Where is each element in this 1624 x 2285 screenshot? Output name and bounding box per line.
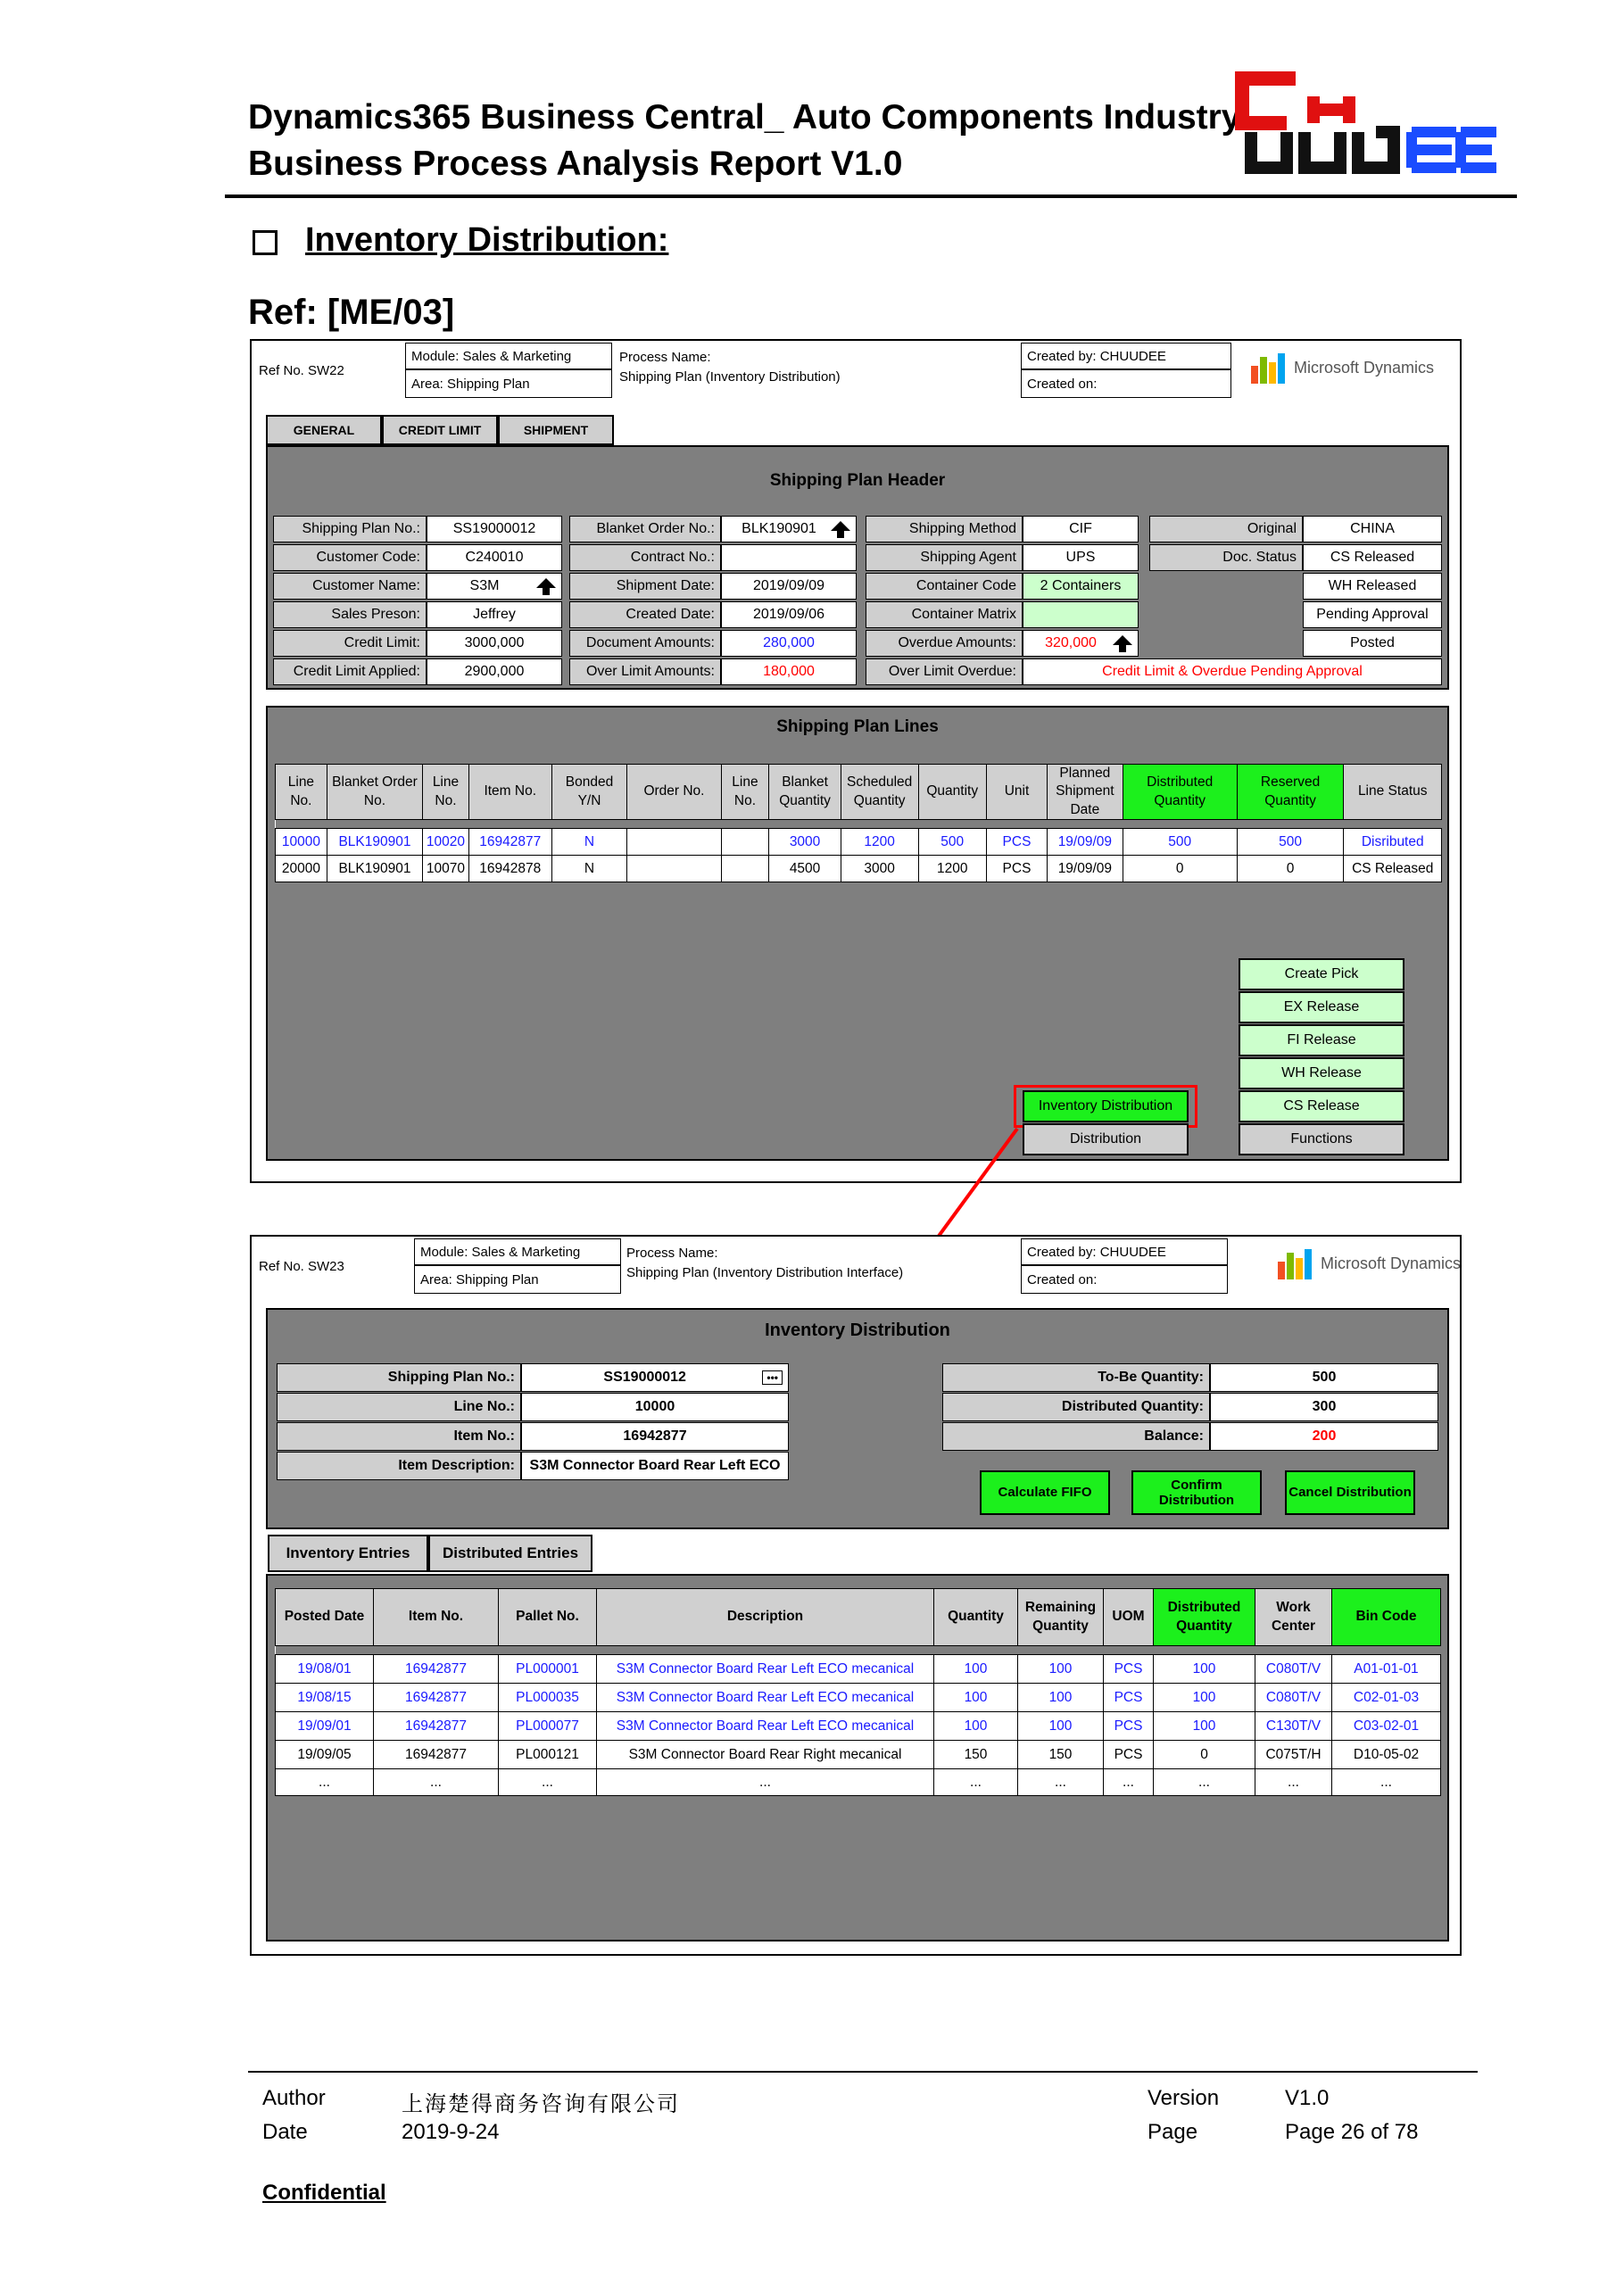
- cell: ...: [1104, 1769, 1154, 1796]
- label-doc-status: Doc. Status: [1149, 544, 1303, 571]
- cell: 10070: [423, 856, 469, 882]
- value-to-be-quantity[interactable]: 500: [1210, 1363, 1438, 1392]
- cell: PL000077: [499, 1712, 597, 1741]
- ms-dynamics-text-1: Microsoft Dynamics: [1294, 358, 1435, 377]
- cell: 10000: [276, 829, 327, 856]
- cell: 100: [934, 1712, 1018, 1741]
- col-blanket-order-no[interactable]: Blanket Order No.: [327, 765, 422, 820]
- col-reserved-qty[interactable]: Reserved Quantity: [1237, 765, 1344, 820]
- cell: PCS: [1104, 1712, 1154, 1741]
- cell: N: [551, 856, 627, 882]
- table-row[interactable]: [276, 829, 1442, 856]
- tab-distributed-entries[interactable]: Distributed Entries: [428, 1535, 592, 1572]
- table-row[interactable]: [276, 1684, 1441, 1712]
- cell: PCS: [1104, 1655, 1154, 1684]
- label-over-limit-overdue: Over Limit Overdue:: [866, 658, 1023, 685]
- label-sales-person: Sales Preson:: [273, 601, 427, 628]
- label-shipping-plan-no: Shipping Plan No.:: [273, 516, 427, 542]
- ex-release-button[interactable]: EX Release: [1239, 991, 1404, 1023]
- col-quantity[interactable]: Quantity: [918, 765, 986, 820]
- cell: S3M Connector Board Rear Left ECO mecanical: [597, 1712, 934, 1741]
- cell: BLK190901: [327, 856, 422, 882]
- value-created-date[interactable]: 2019/09/06: [721, 601, 857, 628]
- cell: PCS: [986, 856, 1047, 882]
- cell: ...: [1154, 1769, 1255, 1796]
- label-customer-name: Customer Name:: [273, 573, 427, 600]
- footer-page-value: Page 26 of 78: [1285, 2120, 1419, 2144]
- label-credit-limit: Credit Limit:: [273, 630, 427, 657]
- cell: BLK190901: [327, 829, 422, 856]
- cell: 16942877: [374, 1712, 499, 1741]
- cell: S3M Connector Board Rear Right mecanical: [597, 1741, 934, 1769]
- label-credit-limit-applied: Credit Limit Applied:: [273, 658, 427, 685]
- cell: 150: [1018, 1741, 1104, 1769]
- col-remaining-quantity[interactable]: Remaining Quantity: [1018, 1589, 1104, 1646]
- cell: ...: [1255, 1769, 1332, 1796]
- footer-author-value: 上海楚得商务咨询有限公司: [402, 2091, 680, 2116]
- label-shipment-date: Shipment Date:: [569, 573, 721, 600]
- value-contract-no[interactable]: [721, 544, 857, 571]
- sw22-process-name: Shipping Plan (Inventory Distribution): [619, 369, 841, 385]
- value-credit-limit[interactable]: 3000,000: [427, 630, 562, 657]
- cell: PL000001: [499, 1655, 597, 1684]
- cell: ...: [1018, 1769, 1104, 1796]
- wh-release-button[interactable]: WH Release: [1239, 1057, 1404, 1089]
- cell: 100: [1018, 1684, 1104, 1712]
- create-pick-button[interactable]: Create Pick: [1239, 958, 1404, 990]
- cell: 16942877: [374, 1741, 499, 1769]
- value-container-matrix[interactable]: [1023, 601, 1139, 628]
- lookup-arrow-icon[interactable]: [1113, 635, 1132, 645]
- cell: 20000: [276, 856, 327, 882]
- col-order-no[interactable]: Order No.: [627, 765, 721, 820]
- value-document-amounts[interactable]: 280,000: [721, 630, 857, 657]
- sw22-module: Module: Sales & Marketing: [405, 343, 612, 369]
- functions-button[interactable]: Functions: [1239, 1123, 1404, 1155]
- cell: C080T/V: [1255, 1684, 1332, 1712]
- label-blanket-order-no: Blanket Order No.:: [569, 516, 721, 542]
- label-customer-code: Customer Code:: [273, 544, 427, 571]
- status-wh-released[interactable]: WH Released: [1303, 573, 1442, 600]
- cell: 100: [1018, 1655, 1104, 1684]
- table-row[interactable]: [276, 1741, 1441, 1769]
- value-shipping-method[interactable]: CIF: [1023, 516, 1139, 542]
- value-id-shipping-plan-no[interactable]: [521, 1363, 789, 1392]
- col-distributed-quantity[interactable]: Distributed Quantity: [1154, 1589, 1255, 1646]
- inventory-entries-table: [275, 1588, 1441, 1796]
- value-id-line-no[interactable]: 10000: [521, 1393, 789, 1421]
- cell: N: [551, 829, 627, 856]
- label-overdue-amounts: Overdue Amounts:: [866, 630, 1023, 657]
- inventory-distribution-title: Inventory Distribution: [765, 1320, 950, 1340]
- lookup-arrow-icon[interactable]: [831, 521, 850, 531]
- sw22-process-label: Process Name:: [619, 350, 711, 365]
- label-id-item-no: Item No.:: [277, 1422, 521, 1451]
- tab-inventory-entries[interactable]: Inventory Entries: [268, 1535, 428, 1572]
- cell: ...: [276, 1769, 374, 1796]
- cell: CS Released: [1344, 856, 1442, 882]
- cell: [627, 856, 721, 882]
- col-line-status[interactable]: Line Status: [1344, 765, 1442, 820]
- ms-dynamics-logo-2: [1276, 1246, 1461, 1281]
- cell: 0: [1154, 1741, 1255, 1769]
- value-id-item-no[interactable]: 16942877: [521, 1422, 789, 1451]
- sw23-process-label: Process Name:: [626, 1246, 718, 1261]
- cell: 500: [918, 829, 986, 856]
- cell: PCS: [1104, 1741, 1154, 1769]
- value-credit-limit-applied[interactable]: 2900,000: [427, 658, 562, 685]
- cell: 16942878: [468, 856, 551, 882]
- cell: 10020: [423, 829, 469, 856]
- footer-page-label: Page: [1148, 2120, 1198, 2144]
- value-over-limit-amounts[interactable]: 180,000: [721, 658, 857, 685]
- col-blanket-qty[interactable]: Blanket Quantity: [769, 765, 841, 820]
- shipping-plan-header-title: Shipping Plan Header: [769, 471, 946, 490]
- label-id-item-description: Item Description:: [277, 1452, 521, 1480]
- value-customer-code[interactable]: C240010: [427, 544, 562, 571]
- value-sales-person[interactable]: Jeffrey: [427, 601, 562, 628]
- cell: 0: [1123, 856, 1237, 882]
- col-line-no-3[interactable]: Line No.: [721, 765, 769, 820]
- col-distributed-qty[interactable]: Distributed Quantity: [1123, 765, 1237, 820]
- shipping-plan-lines-table: [275, 764, 1442, 882]
- footer-author-label: Author: [262, 2086, 326, 2110]
- cell: 100: [1154, 1655, 1255, 1684]
- col-pallet-no[interactable]: Pallet No.: [499, 1589, 597, 1646]
- cell: PL000035: [499, 1684, 597, 1712]
- value-customer-name[interactable]: [427, 573, 562, 600]
- label-id-line-no: Line No.:: [277, 1393, 521, 1421]
- col-line-no-2[interactable]: Line No.: [423, 765, 469, 820]
- col-bonded[interactable]: Bonded Y/N: [551, 765, 627, 820]
- cell: PCS: [1104, 1684, 1154, 1712]
- cell: 19/08/15: [276, 1684, 374, 1712]
- tab-shipment[interactable]: SHIPMENT: [498, 415, 614, 445]
- value-shipment-date[interactable]: 2019/09/09: [721, 573, 857, 600]
- value-original[interactable]: CHINA: [1303, 516, 1442, 542]
- cell: 0: [1237, 856, 1344, 882]
- sw23-module: Module: Sales & Marketing: [414, 1238, 621, 1265]
- footer-confidential: Confidential: [262, 2181, 386, 2205]
- lookup-arrow-icon[interactable]: [536, 578, 556, 588]
- header-rule: [225, 195, 1517, 198]
- overdue-amounts-text: 320,000: [1045, 635, 1097, 650]
- cell: 1200: [918, 856, 986, 882]
- cell: [721, 829, 769, 856]
- label-over-limit-amounts: Over Limit Amounts:: [569, 658, 721, 685]
- label-shipping-agent: Shipping Agent: [866, 544, 1023, 571]
- tab-credit-limit[interactable]: CREDIT LIMIT: [382, 415, 498, 445]
- label-distributed-quantity: Distributed Quantity:: [942, 1393, 1210, 1421]
- table-row[interactable]: [276, 1655, 1441, 1684]
- cell: C080T/V: [1255, 1655, 1332, 1684]
- footer-rule: [248, 2071, 1478, 2073]
- cell: 19/09/09: [1048, 829, 1123, 856]
- sw22-ref-no: Ref No. SW22: [253, 343, 405, 398]
- col-posted-date[interactable]: Posted Date: [276, 1589, 374, 1646]
- table-row[interactable]: [276, 856, 1442, 882]
- col-uom[interactable]: UOM: [1104, 1589, 1154, 1646]
- value-overdue-amounts[interactable]: [1023, 630, 1139, 657]
- cell: PL000121: [499, 1741, 597, 1769]
- status-pending-approval[interactable]: Pending Approval: [1303, 601, 1442, 628]
- label-shipping-method: Shipping Method: [866, 516, 1023, 542]
- highlight-box: [1014, 1085, 1197, 1128]
- sw23-created-on: Created on:: [1021, 1265, 1228, 1294]
- section-title: Inventory Distribution:: [305, 221, 669, 259]
- cell: 500: [1123, 829, 1237, 856]
- cell: S3M Connector Board Rear Left ECO mecanical: [597, 1655, 934, 1684]
- col-scheduled-qty[interactable]: Scheduled Quantity: [841, 765, 918, 820]
- cell: S3M Connector Board Rear Left ECO mecanical: [597, 1684, 934, 1712]
- cancel-distribution-button[interactable]: Cancel Distribution: [1285, 1470, 1415, 1515]
- cell: C130T/V: [1255, 1712, 1332, 1741]
- cell: D10-05-02: [1332, 1741, 1441, 1769]
- cell: 100: [1018, 1712, 1104, 1741]
- fi-release-button[interactable]: FI Release: [1239, 1024, 1404, 1056]
- footer-version-label: Version: [1148, 2086, 1220, 2110]
- table-row[interactable]: [276, 1769, 1441, 1796]
- sw22-area: Area: Shipping Plan: [405, 369, 612, 398]
- sw22-created-by: Created by: CHUUDEE: [1021, 343, 1231, 369]
- calculate-fifo-button[interactable]: Calculate FIFO: [980, 1470, 1110, 1515]
- col-work-center[interactable]: Work Center: [1255, 1589, 1332, 1646]
- cell: ...: [934, 1769, 1018, 1796]
- cell: ...: [1332, 1769, 1441, 1796]
- cell: Disributed: [1344, 829, 1442, 856]
- label-container-code: Container Code: [866, 573, 1023, 600]
- value-blanket-order-no[interactable]: [721, 516, 857, 542]
- cell: 3000: [769, 829, 841, 856]
- cell: 150: [934, 1741, 1018, 1769]
- cell: ...: [597, 1769, 934, 1796]
- cell: [627, 829, 721, 856]
- sw23-area: Area: Shipping Plan: [414, 1265, 621, 1294]
- blanket-order-text: BLK190901: [742, 521, 816, 536]
- distribution-button[interactable]: Distribution: [1023, 1123, 1189, 1155]
- value-over-limit-overdue: Credit Limit & Overdue Pending Approval: [1023, 658, 1442, 685]
- cell: 16942877: [374, 1655, 499, 1684]
- ellipsis-button[interactable]: •••: [762, 1370, 783, 1385]
- cell: 100: [1154, 1712, 1255, 1741]
- id-shipping-plan-text: SS19000012: [603, 1370, 686, 1385]
- sw23-ref-no: Ref No. SW23: [253, 1238, 414, 1294]
- confirm-distribution-button[interactable]: Confirm Distribution: [1131, 1470, 1262, 1515]
- value-id-item-description[interactable]: S3M Connector Board Rear Left ECO: [521, 1452, 789, 1480]
- cell: 1200: [841, 829, 918, 856]
- col-planned-shipment-date[interactable]: Planned Shipment Date: [1048, 765, 1123, 820]
- inventory-distribution-button[interactable]: Inventory Distribution: [1023, 1090, 1189, 1122]
- cell: 16942877: [468, 829, 551, 856]
- cell: 100: [934, 1684, 1018, 1712]
- col-quantity[interactable]: Quantity: [934, 1589, 1018, 1646]
- col-description[interactable]: Description: [597, 1589, 934, 1646]
- cell: 19/09/09: [1048, 856, 1123, 882]
- col-item-no[interactable]: Item No.: [374, 1589, 499, 1646]
- cell: 100: [1154, 1684, 1255, 1712]
- col-line-no[interactable]: Line No.: [276, 765, 327, 820]
- cell: C075T/H: [1255, 1741, 1332, 1769]
- cell: 19/09/01: [276, 1712, 374, 1741]
- customer-name-text: S3M: [469, 578, 500, 593]
- cell: 3000: [841, 856, 918, 882]
- footer-date-label: Date: [262, 2120, 308, 2144]
- status-posted[interactable]: Posted: [1303, 630, 1442, 657]
- cell: 100: [934, 1655, 1018, 1684]
- label-to-be-quantity: To-Be Quantity:: [942, 1363, 1210, 1392]
- cell: ...: [374, 1769, 499, 1796]
- sw23-process-name: Shipping Plan (Inventory Distribution Interface): [626, 1265, 904, 1280]
- sw22-created-on: Created on:: [1021, 369, 1231, 398]
- checkbox-icon: [253, 230, 278, 255]
- cell: 500: [1237, 829, 1344, 856]
- label-created-date: Created Date:: [569, 601, 721, 628]
- tab-general[interactable]: GENERAL: [266, 415, 382, 445]
- cell: ...: [499, 1769, 597, 1796]
- col-bin-code[interactable]: Bin Code: [1332, 1589, 1441, 1646]
- report-title-line1: Dynamics365 Business Central_ Auto Components Industry: [248, 98, 1241, 137]
- report-title-line2: Business Process Analysis Report V1.0: [248, 145, 903, 183]
- value-shipping-plan-no[interactable]: SS19000012: [427, 516, 562, 542]
- chuudee-logo: [1233, 70, 1501, 177]
- label-document-amounts: Document Amounts:: [569, 630, 721, 657]
- label-container-matrix: Container Matrix: [866, 601, 1023, 628]
- cell: 16942877: [374, 1684, 499, 1712]
- footer-version-value: V1.0: [1285, 2086, 1330, 2110]
- value-container-code[interactable]: 2 Containers: [1023, 573, 1139, 600]
- cell: A01-01-01: [1332, 1655, 1441, 1684]
- col-unit[interactable]: Unit: [986, 765, 1047, 820]
- value-doc-status[interactable]: CS Released: [1303, 544, 1442, 571]
- cell: C03-02-01: [1332, 1712, 1441, 1741]
- section-ref: Ref: [ME/03]: [248, 293, 455, 332]
- label-balance: Balance:: [942, 1422, 1210, 1451]
- cell: 19/09/05: [276, 1741, 374, 1769]
- cell: 19/08/01: [276, 1655, 374, 1684]
- cell: C02-01-03: [1332, 1684, 1441, 1712]
- footer-date-value: 2019-9-24: [402, 2120, 500, 2144]
- table-row[interactable]: [276, 1712, 1441, 1741]
- shipping-plan-lines-title: Shipping Plan Lines: [776, 717, 939, 736]
- ms-dynamics-logo-1: [1249, 350, 1434, 385]
- value-shipping-agent[interactable]: UPS: [1023, 544, 1139, 571]
- cell: [721, 856, 769, 882]
- cs-release-button[interactable]: CS Release: [1239, 1090, 1404, 1122]
- label-id-shipping-plan-no: Shipping Plan No.:: [277, 1363, 521, 1392]
- cell: PCS: [986, 829, 1047, 856]
- label-original: Original: [1149, 516, 1303, 542]
- sw22-tab-bar: [266, 415, 614, 445]
- sw23-created-by: Created by: CHUUDEE: [1021, 1238, 1228, 1265]
- value-distributed-quantity[interactable]: 300: [1210, 1393, 1438, 1421]
- ms-dynamics-text-2: Microsoft Dynamics: [1321, 1254, 1462, 1272]
- value-balance[interactable]: 200: [1210, 1422, 1438, 1451]
- label-contract-no: Contract No.:: [569, 544, 721, 571]
- cell: 4500: [769, 856, 841, 882]
- col-item-no[interactable]: Item No.: [468, 765, 551, 820]
